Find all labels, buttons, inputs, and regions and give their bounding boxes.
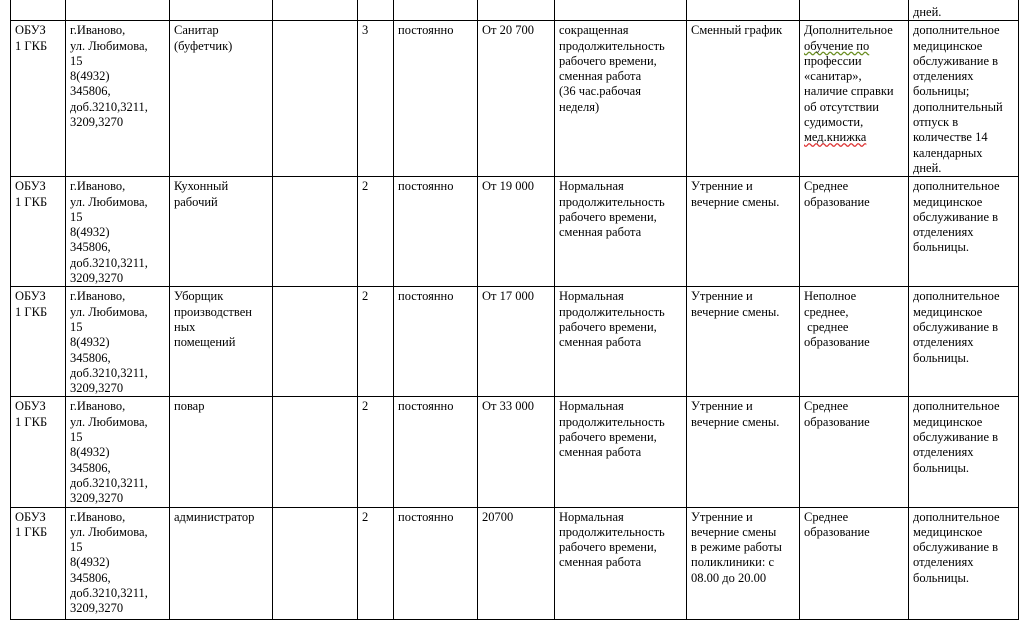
cell-term: постоянно <box>394 21 478 177</box>
cell-pay: От 19 000 <box>478 177 555 287</box>
cell-hours: Нормальная продолжительность рабочего времени, сменная работа <box>555 177 687 287</box>
table-row <box>11 507 1019 619</box>
table-row <box>11 287 1019 397</box>
cell-org: ОБУЗ 1 ГКБ <box>11 287 66 397</box>
cell-schedule <box>687 0 800 21</box>
cell-term: постоянно <box>394 177 478 287</box>
cell-pay: 20700 <box>478 507 555 619</box>
cell-org: ОБУЗ 1 ГКБ <box>11 507 66 619</box>
cell-org: ОБУЗ 1 ГКБ <box>11 397 66 507</box>
cell-pay: От 17 000 <box>478 287 555 397</box>
cell-pay <box>478 0 555 21</box>
cell-address <box>66 0 170 21</box>
cell-org: ОБУЗ 1 ГКБ <box>11 21 66 177</box>
cell-pay: От 33 000 <box>478 397 555 507</box>
cell-qty: 2 <box>358 287 394 397</box>
cell-blank <box>273 21 358 177</box>
cell-position: Уборщик производствен ных помещений <box>170 287 273 397</box>
cell-position <box>170 0 273 21</box>
cell-blank <box>273 177 358 287</box>
cell-term: постоянно <box>394 507 478 619</box>
cell-position: администратор <box>170 507 273 619</box>
cell-address: г.Иваново, ул. Любимова, 15 8(4932) 345806, доб.3210,3211, 3209,3270 <box>66 287 170 397</box>
cell-benefits: дополнительное медицинское обслуживание в отделениях больницы. <box>909 507 1019 619</box>
cell-hours: Нормальная продолжительность рабочего времени, сменная работа <box>555 507 687 619</box>
table-row <box>11 21 1019 177</box>
cell-benefits: дополнительное медицинское обслуживание в отделениях больницы. <box>909 287 1019 397</box>
cell-requirements: Среднее образование <box>800 397 909 507</box>
vacancy-table <box>10 0 1019 620</box>
cell-position: повар <box>170 397 273 507</box>
cell-term: постоянно <box>394 287 478 397</box>
cell-requirements: Неполное среднее, среднее образование <box>800 287 909 397</box>
cell-hours: Нормальная продолжительность рабочего времени, сменная работа <box>555 287 687 397</box>
cell-benefits <box>909 0 1019 21</box>
cell-qty: 2 <box>358 507 394 619</box>
cell-org <box>11 0 66 21</box>
cell-requirements <box>800 0 909 21</box>
benefits-fragment: дней. <box>913 5 942 19</box>
cell-blank <box>273 0 358 21</box>
cell-hours <box>555 0 687 21</box>
cell-schedule: Утренние и вечерние смены. <box>687 177 800 287</box>
cell-blank <box>273 397 358 507</box>
cell-schedule: Утренние и вечерние смены в режиме работы поликлиники: с 08.00 до 20.00 <box>687 507 800 619</box>
cell-org: ОБУЗ 1 ГКБ <box>11 177 66 287</box>
cell-benefits: дополнительное медицинское обслуживание в отделениях больницы. <box>909 397 1019 507</box>
cell-address: г.Иваново, ул. Любимова, 15 8(4932) 345806, доб.3210,3211, 3209,3270 <box>66 507 170 619</box>
cell-hours: Нормальная продолжительность рабочего времени, сменная работа <box>555 397 687 507</box>
cell-pay: От 20 700 <box>478 21 555 177</box>
cell-blank <box>273 507 358 619</box>
table-row-continued <box>11 0 1019 21</box>
cell-requirements: Дополнительное обучение по профессии «санитар», наличие справки об отсутствии судимости, мед.книжка <box>800 21 909 177</box>
cell-requirements: Среднее образование <box>800 507 909 619</box>
cell-address: г.Иваново, ул. Любимова, 15 8(4932) 345806, доб.3210,3211, 3209,3270 <box>66 397 170 507</box>
cell-qty: 3 <box>358 21 394 177</box>
cell-qty: 2 <box>358 177 394 287</box>
table-row <box>11 397 1019 507</box>
cell-schedule: Утренние и вечерние смены. <box>687 287 800 397</box>
cell-term: постоянно <box>394 397 478 507</box>
cell-blank <box>273 287 358 397</box>
cell-schedule: Сменный график <box>687 21 800 177</box>
cell-benefits: дополнительное медицинское обслуживание в отделениях больницы; дополнительный отпуск в количестве 14 календарных дней. <box>909 21 1019 177</box>
cell-term <box>394 0 478 21</box>
cell-benefits: дополнительное медицинское обслуживание в отделениях больницы. <box>909 177 1019 287</box>
cell-schedule: Утренние и вечерние смены. <box>687 397 800 507</box>
cell-qty: 2 <box>358 397 394 507</box>
cell-hours: сокращенная продолжительность рабочего времени, сменная работа (36 час.рабочая неделя) <box>555 21 687 177</box>
cell-requirements: Среднее образование <box>800 177 909 287</box>
cell-qty <box>358 0 394 21</box>
cell-position: Кухонный рабочий <box>170 177 273 287</box>
table-row <box>11 177 1019 287</box>
cell-address: г.Иваново, ул. Любимова, 15 8(4932) 345806, доб.3210,3211, 3209,3270 <box>66 177 170 287</box>
cell-address: г.Иваново, ул. Любимова, 15 8(4932) 345806, доб.3210,3211, 3209,3270 <box>66 21 170 177</box>
cell-position: Санитар (буфетчик) <box>170 21 273 177</box>
